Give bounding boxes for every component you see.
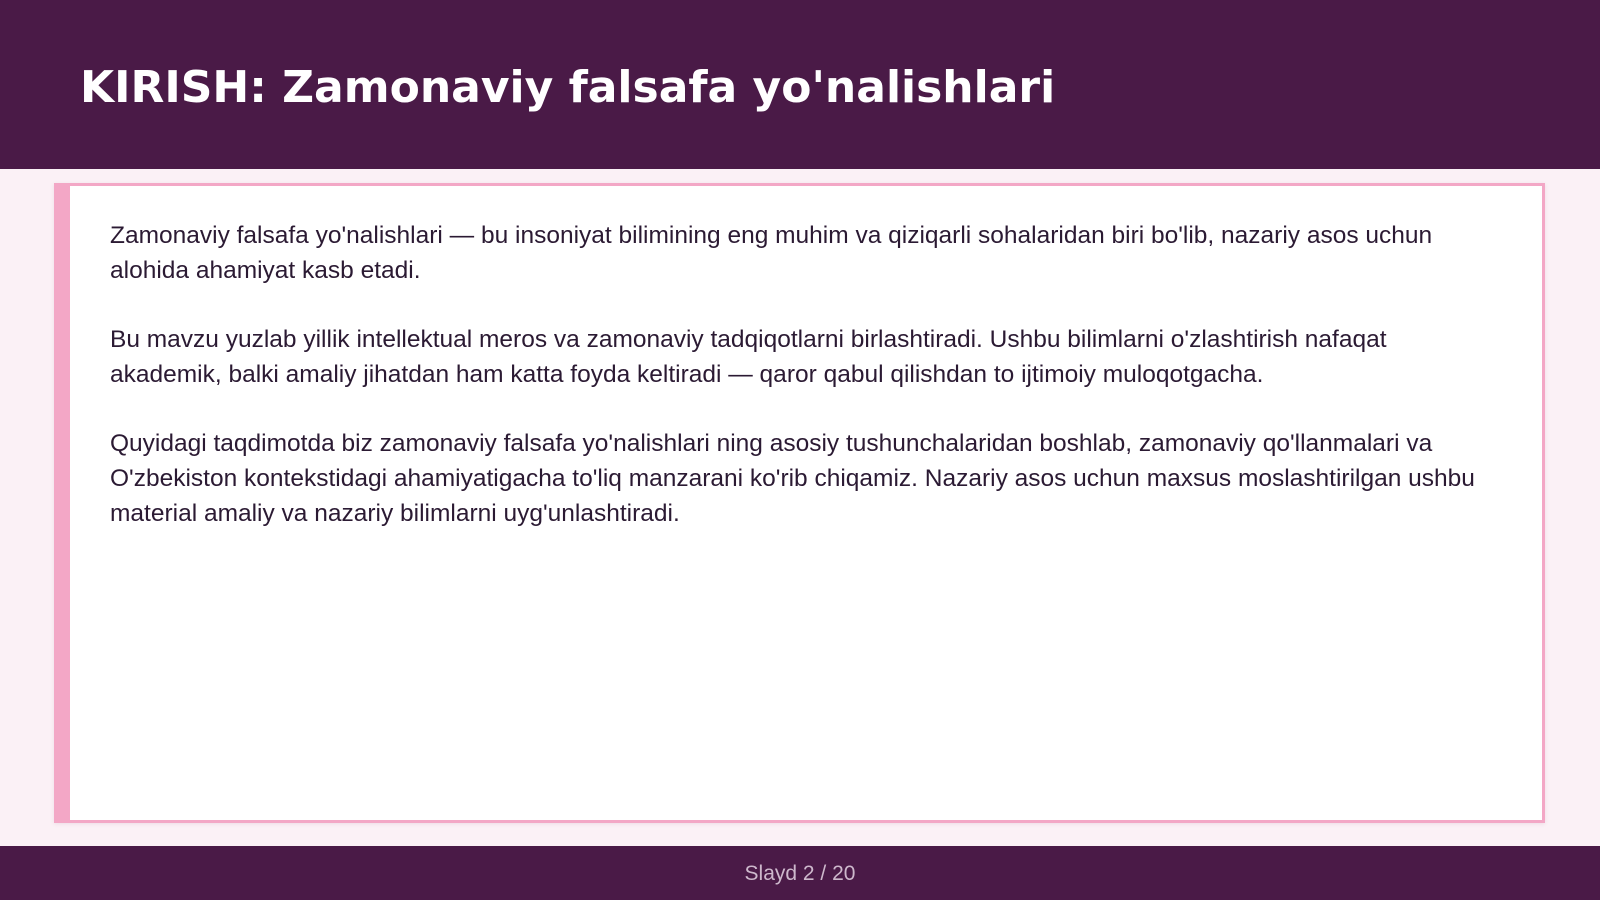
- slide-title: KIRISH: Zamonaviy falsafa yo'nalishlari: [80, 62, 1056, 113]
- slide-counter: Slayd 2 / 20: [744, 862, 856, 885]
- content-card: [54, 183, 1545, 823]
- slide-header: [0, 0, 1600, 169]
- heritage-paragraph: Bu mavzu yuzlab yillik intellektual meros va zamonaviy tadqiqotlarni birlashtiradi. Ushbu bilimlarni o'zlashtirish nafaqat akademik, balki amaliy jihatdan ham katta foyda keltiradi — qaror qabul qilishdan to ijtimoiy muloqotgacha.: [110, 326, 1387, 388]
- overview-paragraph: Quyidagi taqdimotda biz zamonaviy falsafa yo'nalishlari ning asosiy tushunchalaridan boshlab, zamonaviy qo'llanmalari va O'zbekiston kontekstidagi ahamiyatigacha to'liq manzarani ko'rib chiqamiz. Nazariy asos uchun maxsus moslashtirilgan ushbu material amaliy va nazariy bilimlarni uyg'unlashtiradi.: [110, 430, 1475, 527]
- intro-paragraph: Zamonaviy falsafa yo'nalishlari — bu insoniyat bilimining eng muhim va qiziqarli sohalaridan biri bo'lib, nazariy asos uchun alohida ahamiyat kasb etadi.: [110, 222, 1433, 284]
- slide-footer: [0, 846, 1600, 900]
- content-body: [110, 218, 1502, 565]
